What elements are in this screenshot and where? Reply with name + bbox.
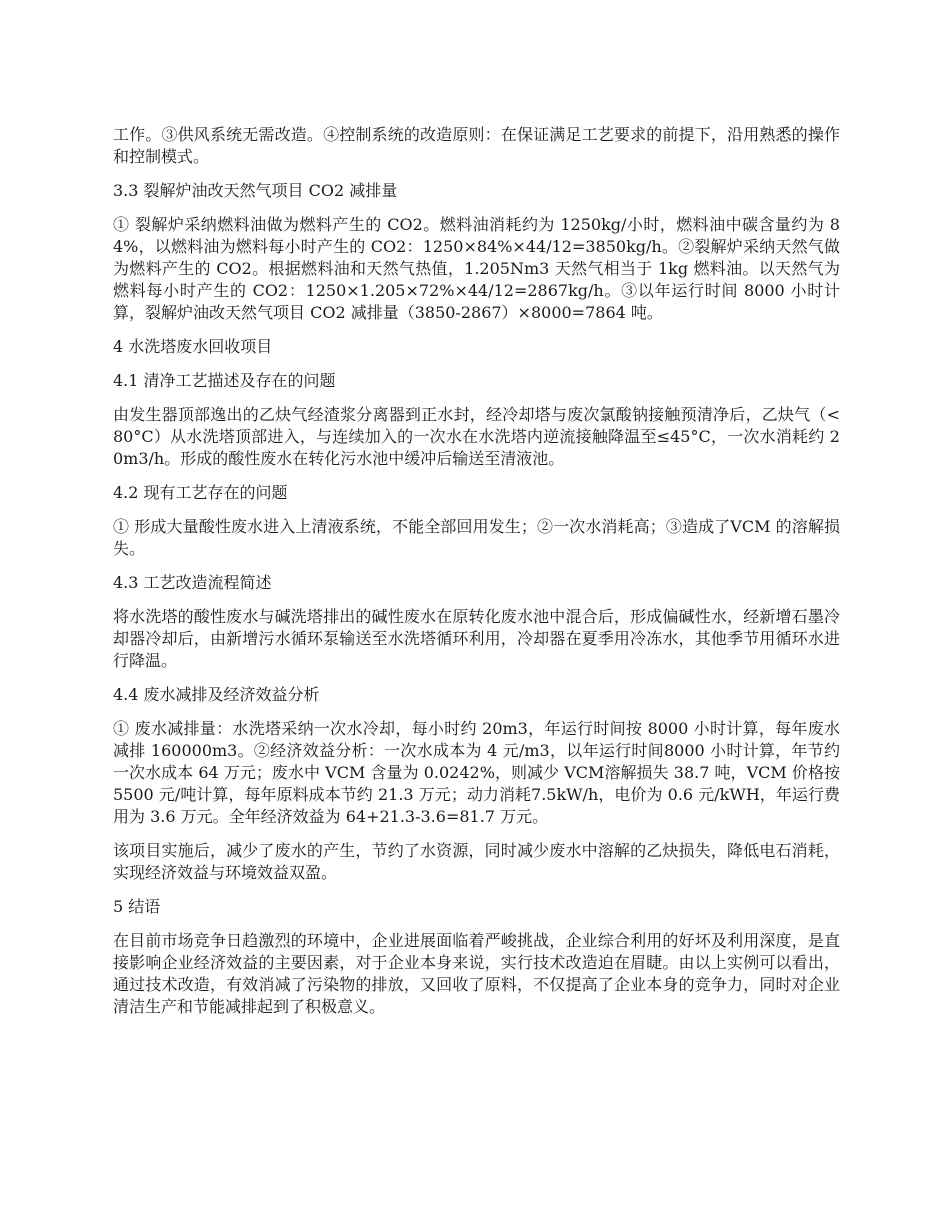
document-page xyxy=(113,124,840,1030)
paragraph-supply-control-systems: 工作。③供风系统无需改造。④控制系统的改造原则：在保证满足工艺要求的前提下，沿用熟悉的操作和控制模式。 xyxy=(113,125,840,166)
heading-5: 5 结语 xyxy=(113,897,161,916)
paragraph-existing-problems: ① 形成大量酸性废水进入上清液系统，不能全部回用发生；②一次水消耗高；③造成了VCM 的溶解损失。 xyxy=(113,517,840,558)
paragraph-co2-reduction: ① 裂解炉采纳燃料油做为燃料产生的 CO2。燃料油消耗约为 1250kg/小时，燃料油中碳含量约为 84%，以燃料油为燃料每小时产生的 CO2：1250×84%×44/12=3850kg/h。②裂解炉采纳天然气做为燃料产生的 CO2。根据燃料油和天然气热值，1.205Nm3 天然气相当于 1kg 燃料油。以天然气为燃料每小时产生的 CO2：1250×1.205×72%×44/12=2867kg/h。③以年运行时间 8000 小时计算，裂解炉油改天然气项目 CO2 减排量（3850-2867）×8000=7864 吨。 xyxy=(113,215,840,322)
heading-4-1: 4.1 清净工艺描述及存在的问题 xyxy=(113,371,336,390)
paragraph-conclusion: 在目前市场竞争日趋激烈的环境中，企业进展面临着严峻挑战，企业综合利用的好坏及利用深度，是直接影响企业经济效益的主要因素，对于企业本身来说，实行技术改造迫在眉睫。由以上实例可以看出，通过技术改造，有效消减了污染物的排放，又回收了原料，不仅提高了企业本身的竞争力，同时对企业清洁生产和节能减排起到了积极意义。 xyxy=(113,931,840,1016)
paragraph-modification-flow: 将水洗塔的酸性废水与碱洗塔排出的碱性废水在原转化废水池中混合后，形成偏碱性水，经新增石墨冷却器冷却后，由新增污水循环泵输送至水洗塔循环利用，冷却器在夏季用冷冻水，其他季节用循环水进行降温。 xyxy=(113,607,840,670)
heading-4-4: 4.4 废水减排及经济效益分析 xyxy=(113,685,320,704)
paragraph-economic-analysis: ① 废水减排量：水洗塔采纳一次水冷却，每小时约 20m3，年运行时间按 8000 小时计算，每年废水减排 160000m3。②经济效益分析：一次水成本为 4 元/m3，以年运行时间8000 小时计算，年节约一次水成本 64 万元；废水中 VCM 含量为 0.0242%，则减少 VCM溶解损失 38.7 吨，VCM 价格按 5500 元/吨计算，每年原料成本节约 21.3 万元；动力消耗7.5kW/h，电价为 0.6 元/kWH，年运行费用为 3.6 万元。全年经济效益为 64+21.3-3.6=81.7 万元。 xyxy=(113,719,840,826)
heading-3-3: 3.3 裂解炉油改天然气项目 CO2 减排量 xyxy=(113,181,398,200)
paragraph-process-description: 由发生器顶部逸出的乙炔气经渣浆分离器到正水封，经冷却塔与废次氯酸钠接触预清净后，乙炔气（<80°C）从水洗塔顶部进入，与连续加入的一次水在水洗塔内逆流接触降温至≤45°C，一次水消耗约 20m3/h。形成的酸性废水在转化污水池中缓冲后输送至清液池。 xyxy=(113,405,840,468)
heading-4-2: 4.2 现有工艺存在的问题 xyxy=(113,483,288,502)
heading-4: 4 水洗塔废水回收项目 xyxy=(113,337,273,356)
heading-4-3: 4.3 工艺改造流程简述 xyxy=(113,573,272,592)
paragraph-project-benefits: 该项目实施后，减少了废水的产生，节约了水资源，同时减少废水中溶解的乙炔损失，降低电石消耗，实现经济效益与环境效益双盈。 xyxy=(113,841,840,882)
